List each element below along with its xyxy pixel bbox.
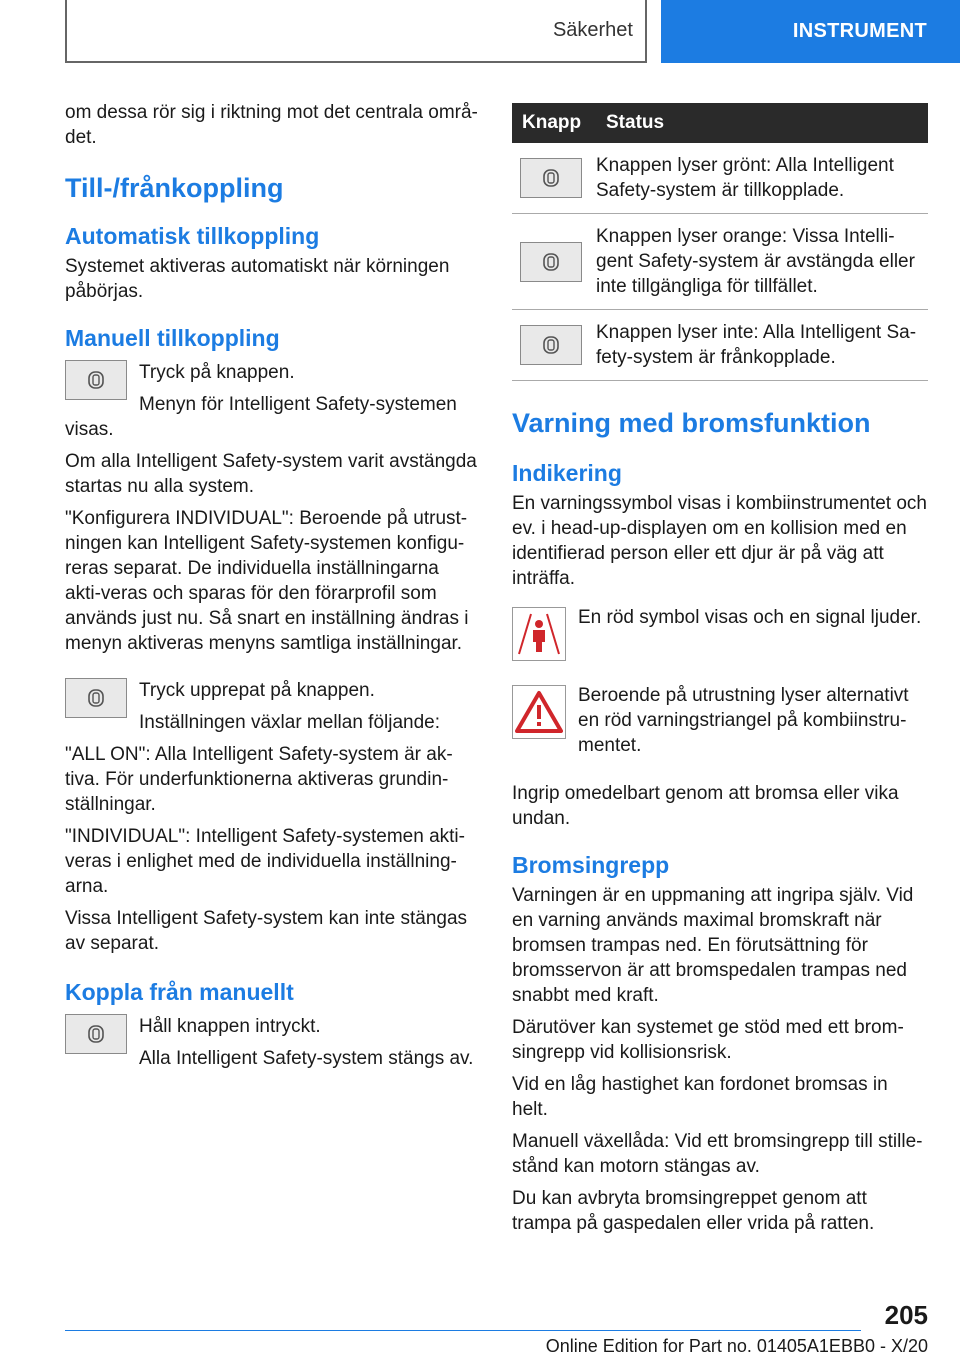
- intervene-text: Ingrip omedelbart genom att bromsa eller vika undan.: [512, 783, 899, 829]
- safety-button-icon: [520, 242, 582, 282]
- menu-shown-text: Menyn för Intelligent Safety-systemen visas.: [65, 394, 457, 440]
- pedestrian-warning-icon: [512, 607, 566, 661]
- heading-warning: Varning med bromsfunktion: [512, 408, 871, 438]
- individual-text: "INDIVIDUAL": Intelligent Safety-systemen akti-veras i enlighet med de individuella inställning-arna.: [65, 826, 465, 897]
- footer-divider: [65, 1330, 861, 1331]
- section-tab: [65, 0, 647, 63]
- auto-text: Systemet aktiveras automatiskt när körningen påbörjas.: [65, 256, 450, 302]
- table-row: [512, 143, 928, 214]
- table-row: [512, 214, 928, 310]
- brake-text-2: Därutöver kan systemet ge stöd med ett brom-singrepp vid kollisionsrisk.: [512, 1017, 904, 1063]
- intro-text: om dessa rör sig i riktning mot det centrala områ-det.: [65, 102, 478, 148]
- cannot-off-text: Vissa Intelligent Safety-system kan inte stängas av separat.: [65, 908, 468, 954]
- heading-manual-on: Manuell tillkoppling: [65, 325, 280, 351]
- all-off-text: Om alla Intelligent Safety-system varit avstängda startas nu alla system.: [65, 451, 477, 497]
- status-cell: Knappen lyser orange: Vissa Intelli-gent Safety-system är avstängda eller inte tillgängliga för tillfället.: [596, 214, 928, 310]
- warning-triangle-icon: [512, 685, 566, 739]
- red-symbol-text: En röd symbol visas och en signal ljuder.: [578, 607, 922, 628]
- button-status-table: [512, 103, 928, 381]
- heading-brake: Bromsingrepp: [512, 852, 670, 878]
- brake-text-3: Vid en låg hastighet kan fordonet bromsas in helt.: [512, 1074, 888, 1120]
- indication-text: En varningssymbol visas i kombiinstrumentet och ev. i head-up-displayen om en kollision med en identifierad person eller ett djur är på väg att inträffa.: [512, 493, 928, 589]
- warning-row: [512, 683, 928, 765]
- table-row: [512, 310, 928, 381]
- heading-indication: Indikering: [512, 460, 622, 486]
- edition-text: Online Edition for Part no. 01405A1EBB0 - X/20: [545, 1336, 928, 1356]
- page-number: 205: [884, 1300, 928, 1330]
- safety-button-icon: [520, 325, 582, 365]
- right-column: [512, 103, 928, 1243]
- col-header-status: Status: [596, 103, 928, 143]
- press-button-text: Tryck på knappen.: [139, 362, 295, 383]
- safety-button-icon: [65, 678, 127, 718]
- brake-text-4: Manuell växellåda: Vid ett bromsingrepp till stille-stånd kan motorn stängas av.: [512, 1131, 923, 1177]
- press-repeat-text: Tryck upprepat på knappen.: [139, 680, 375, 701]
- red-triangle-text: Beroende på utrustning lyser alternativt en röd varningstriangel på kombiinstru-mentet.: [578, 685, 909, 756]
- heading-onoff: Till-/frånkoppling: [65, 173, 284, 203]
- brake-text-1: Varningen är en uppmaning att ingripa själv. Vid en varning används maximal bromskraft när bromsen trampas ned. En förutsättning för bromsservon är att bromspedalen trampas ned snabbt med kraft.: [512, 885, 914, 1006]
- status-cell: Knappen lyser inte: Alla Intelligent Sa-fety-system är frånkopplade.: [596, 310, 928, 381]
- col-header-button: Knapp: [512, 103, 596, 143]
- table-header-row: [512, 103, 928, 143]
- chapter-tab: [661, 0, 960, 63]
- heading-manual-off: Koppla från manuellt: [65, 979, 294, 1005]
- status-cell: Knappen lyser grönt: Alla Intelligent Safety-system är tillkopplade.: [596, 143, 928, 214]
- configure-text: "Konfigurera INDIVIDUAL": Beroende på utrust-ningen kan Intelligent Safety-systemen konfigu-reras separat. De individuella inställningarna akti-veras och sparas för den förarprofil som används just nu. Så snart en inställning ändras i menyn aktiveras menyns samtliga inställningar.: [65, 508, 469, 654]
- safety-button-icon: [520, 158, 582, 198]
- safety-button-icon: [65, 1014, 127, 1054]
- brake-text-5: Du kan avbryta bromsingreppet genom att trampa på gaspedalen eller vrida på ratten.: [512, 1188, 875, 1234]
- section-title: Säkerhet: [552, 19, 633, 41]
- warning-row: [512, 605, 928, 667]
- safety-button-icon: [65, 360, 127, 400]
- chapter-title: INSTRUMENT: [792, 20, 927, 42]
- toggle-text: Inställningen växlar mellan följande:: [139, 712, 441, 733]
- heading-auto: Automatisk tillkoppling: [65, 223, 320, 249]
- left-column: [65, 100, 478, 1078]
- hold-button-text: Håll knappen intryckt.: [139, 1016, 321, 1037]
- all-off-result-text: Alla Intelligent Safety-system stängs av.: [139, 1048, 474, 1069]
- all-on-text: "ALL ON": Alla Intelligent Safety-system är ak-tiva. För underfunktionerna aktiveras grundin-ställningar.: [65, 744, 453, 815]
